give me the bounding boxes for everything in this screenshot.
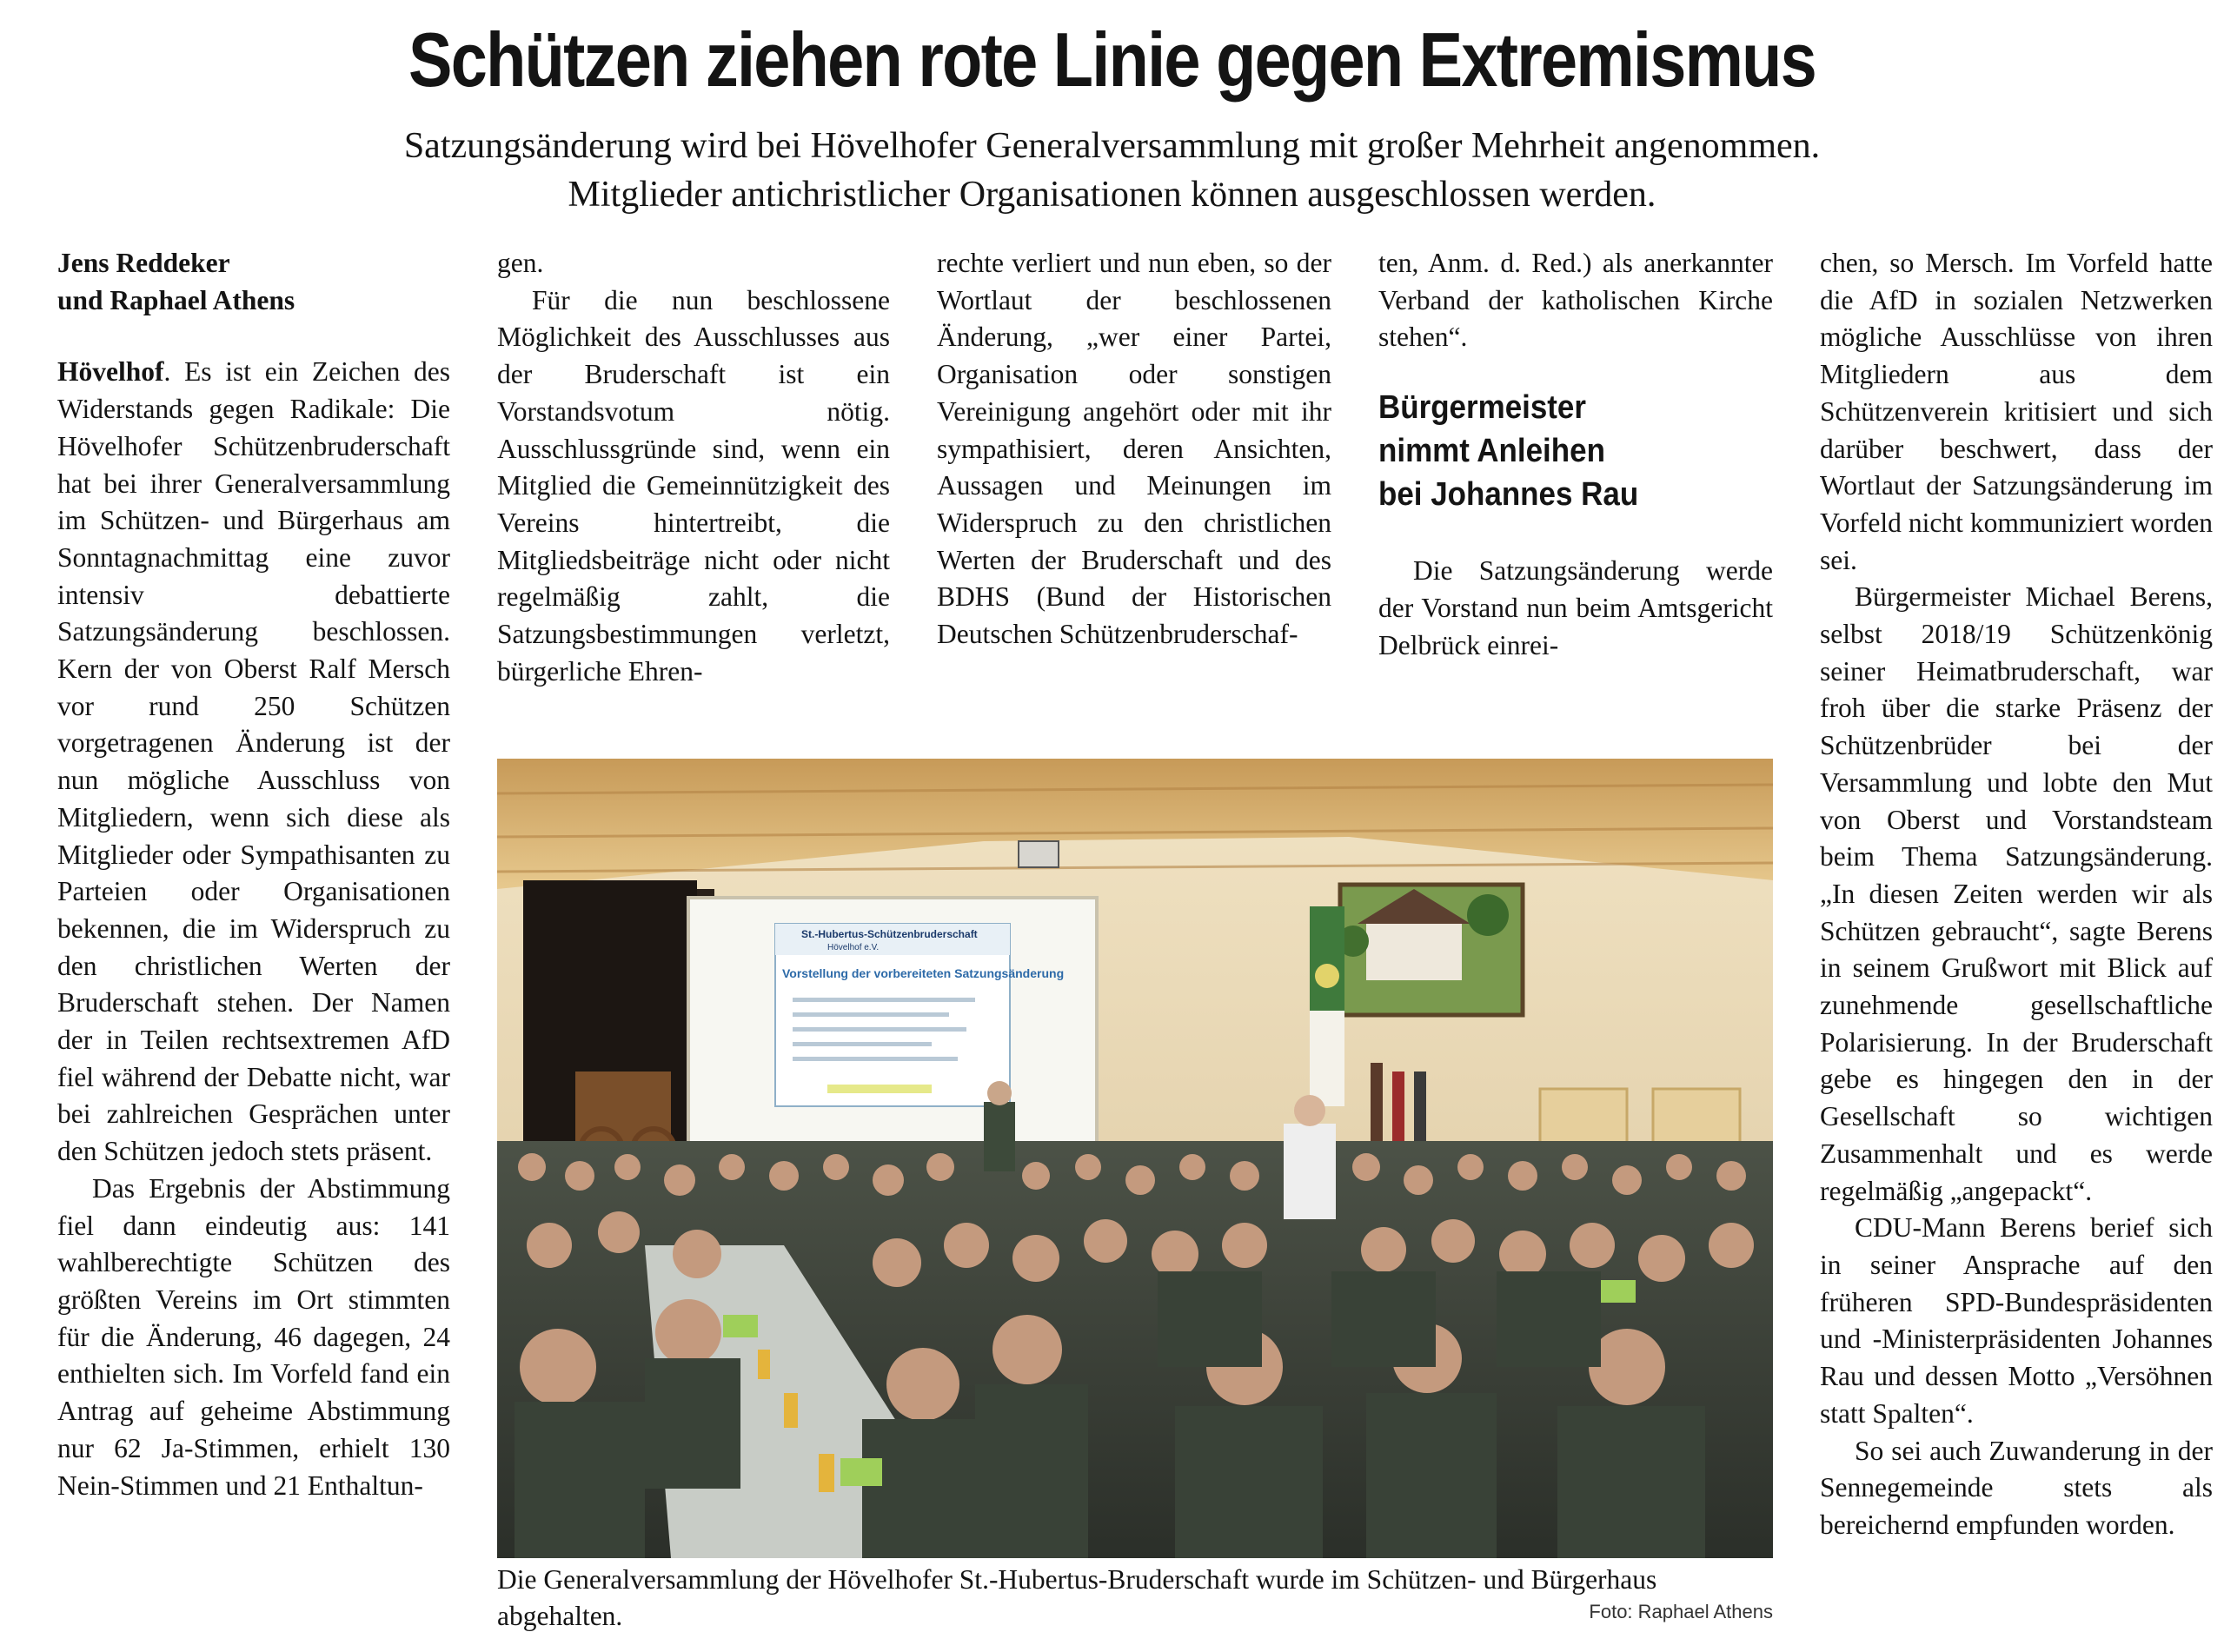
author-line-2: und Raphael Athens	[57, 284, 295, 315]
screen-heading: Vorstellung der vorbereiteten Satzungsänderung	[782, 966, 1065, 980]
column-1	[57, 245, 450, 1504]
paragraph: gen.	[497, 248, 544, 278]
column-5	[1820, 245, 2213, 1544]
photo-credit: Foto: Raphael Athens	[1589, 1601, 1773, 1622]
paragraph: chen, so Mersch. Im Vorfeld hatte die AfD in sozialen Netzwerken mögliche Ausschlüsse von ihren Mitgliedern aus dem Schützenverein kritisiert und sich darüber beschwert, dass der Wortlaut der Satzungsänderung im Vorfeld nicht kommuniziert worden sei.	[1820, 248, 2213, 575]
subhead-line: nimmt Anleihen	[1378, 433, 1605, 470]
screen-subtitle: Hövelhof e.V.	[827, 943, 880, 952]
photo-caption: Die Generalversammlung der Hövelhofer St.-Hubertus-Bruderschaft wurde im Schützen- und Bürgerhaus abgehalten.	[497, 1564, 1657, 1631]
headline: Schützen ziehen rote Linie gegen Extremismus	[408, 17, 1816, 103]
paragraph: ten, Anm. d. Red.) als anerkannter Verband der katholischen Kirche stehen“.	[1378, 248, 1773, 353]
section-subhead	[1378, 386, 1742, 516]
dateline: Hövelhof	[57, 356, 164, 388]
article-photo	[497, 759, 1773, 1558]
subhead-line: Bürgermeister	[1378, 389, 1586, 427]
subheadline-line-2: Mitglieder antichristlicher Organisationen können ausgeschlossen werden.	[568, 175, 1656, 215]
paragraph: Das Ergebnis der Abstimmung fiel dann eindeutig aus: 141 wahlberechtigte Schützen des größten Vereins im Ort stimmten für die Änderung, 46 dagegen, 24 enthielten sich. Im Vorfeld fand ein Antrag auf geheime Abstimmung nur 62 Ja-Stimmen, erhielt 130 Nein-Stimmen und 21 Enthaltun-	[57, 1172, 450, 1501]
paragraph: So sei auch Zuwanderung in der Sennegemeinde stets als bereichernd empfunden worden.	[1820, 1435, 2213, 1540]
paragraph: CDU-Mann Berens berief sich in seiner Ansprache auf den früheren SPD-Bundespräsidenten und -Ministerpräsidenten Johannes Rau und dessen Motto „Versöhnen statt Spalten“.	[1820, 1212, 2213, 1429]
paragraph: Für die nun beschlossene Möglichkeit des Ausschlusses aus der Bruderschaft ist ein Vorstandsvotum nötig. Ausschlussgründe sind, wenn ein Mitglied die Gemeinnützigkeit des Vereins hintertreibt, die Mitgliedsbeiträge nicht oder nicht regelmäßig zahlt, die Satzungsbestimmungen verletzt, bürgerliche Ehren-	[497, 284, 890, 687]
screen-title: St.-Hubertus-Schützenbruderschaft	[801, 928, 978, 940]
subheadline-line-1: Satzungsänderung wird bei Hövelhofer Generalversammlung mit großer Mehrheit angenommen.	[403, 126, 1821, 166]
paragraph-text: . Es ist ein Zeichen des Widerstands gegen Radikale: Die Hövelhofer Schützenbruderschaft hat bei ihrer Generalversammlung im Schützen- und Bürgerhaus am Sonntagnachmittag eine zuvor intensiv debattierte Satzungsänderung beschlossen. Kern der von Oberst Ralf Mersch vor rund 250 Schützen vorgetragenen Änderung ist der nun mögliche Ausschluss von Mitgliedern, wenn sich diese als Mitglieder oder Sympathisanten zu Parteien oder Organisationen bekennen, die im Widerspruch zu den christlichen Werten der Bruderschaft stehen. Der Namen der in Teilen rechtsextremen AfD fiel während der Debatte nicht, war bei zahlreichen Gesprächen unter den Schützen jedoch stets präsent.	[57, 356, 450, 1167]
author-line-1: Jens Reddeker	[57, 248, 230, 278]
paragraph: Die Satzungsänderung werde der Vorstand nun beim Amtsgericht Delbrück einrei-	[1378, 555, 1773, 660]
paragraph: Bürgermeister Michael Berens, selbst 2018/19 Schützenkönig seiner Heimatbruderschaft, war froh über die starke Präsenz der Schützenbrüder bei der Versammlung und lobte den Mut von Oberst und Vorstandsteam beim Thema Satzungsänderung. „In diesen Zeiten werden wir als Schützen gebraucht“, sagte Berens in seinem Grußwort mit Blick auf zunehmende gesellschaftliche Polarisierung. In der Bruderschaft gebe es hingegen den in der Gesellschaft so wichtigen Zusammenhalt und es werde regelmäßig „angepackt“.	[1820, 581, 2213, 1206]
column-4	[1378, 245, 1773, 664]
paragraph: rechte verliert und nun eben, so der Wortlaut der beschlossenen Änderung, „wer einer Partei, Organisation oder sonstigen Vereinigung angehört oder mit ihr sympathisiert, deren Ansichten, Aussagen und Meinungen im Widerspruch zu den christlichen Werten der Bruderschaft und des BDHS (Bund der Historischen Deutschen Schützenbruderschaf-	[937, 248, 1331, 650]
subhead-line: bei Johannes Rau	[1378, 476, 1639, 514]
photo-illustration	[497, 759, 1773, 1558]
column-2	[497, 245, 890, 690]
column-3	[937, 245, 1331, 654]
paragraph	[57, 354, 450, 1170]
